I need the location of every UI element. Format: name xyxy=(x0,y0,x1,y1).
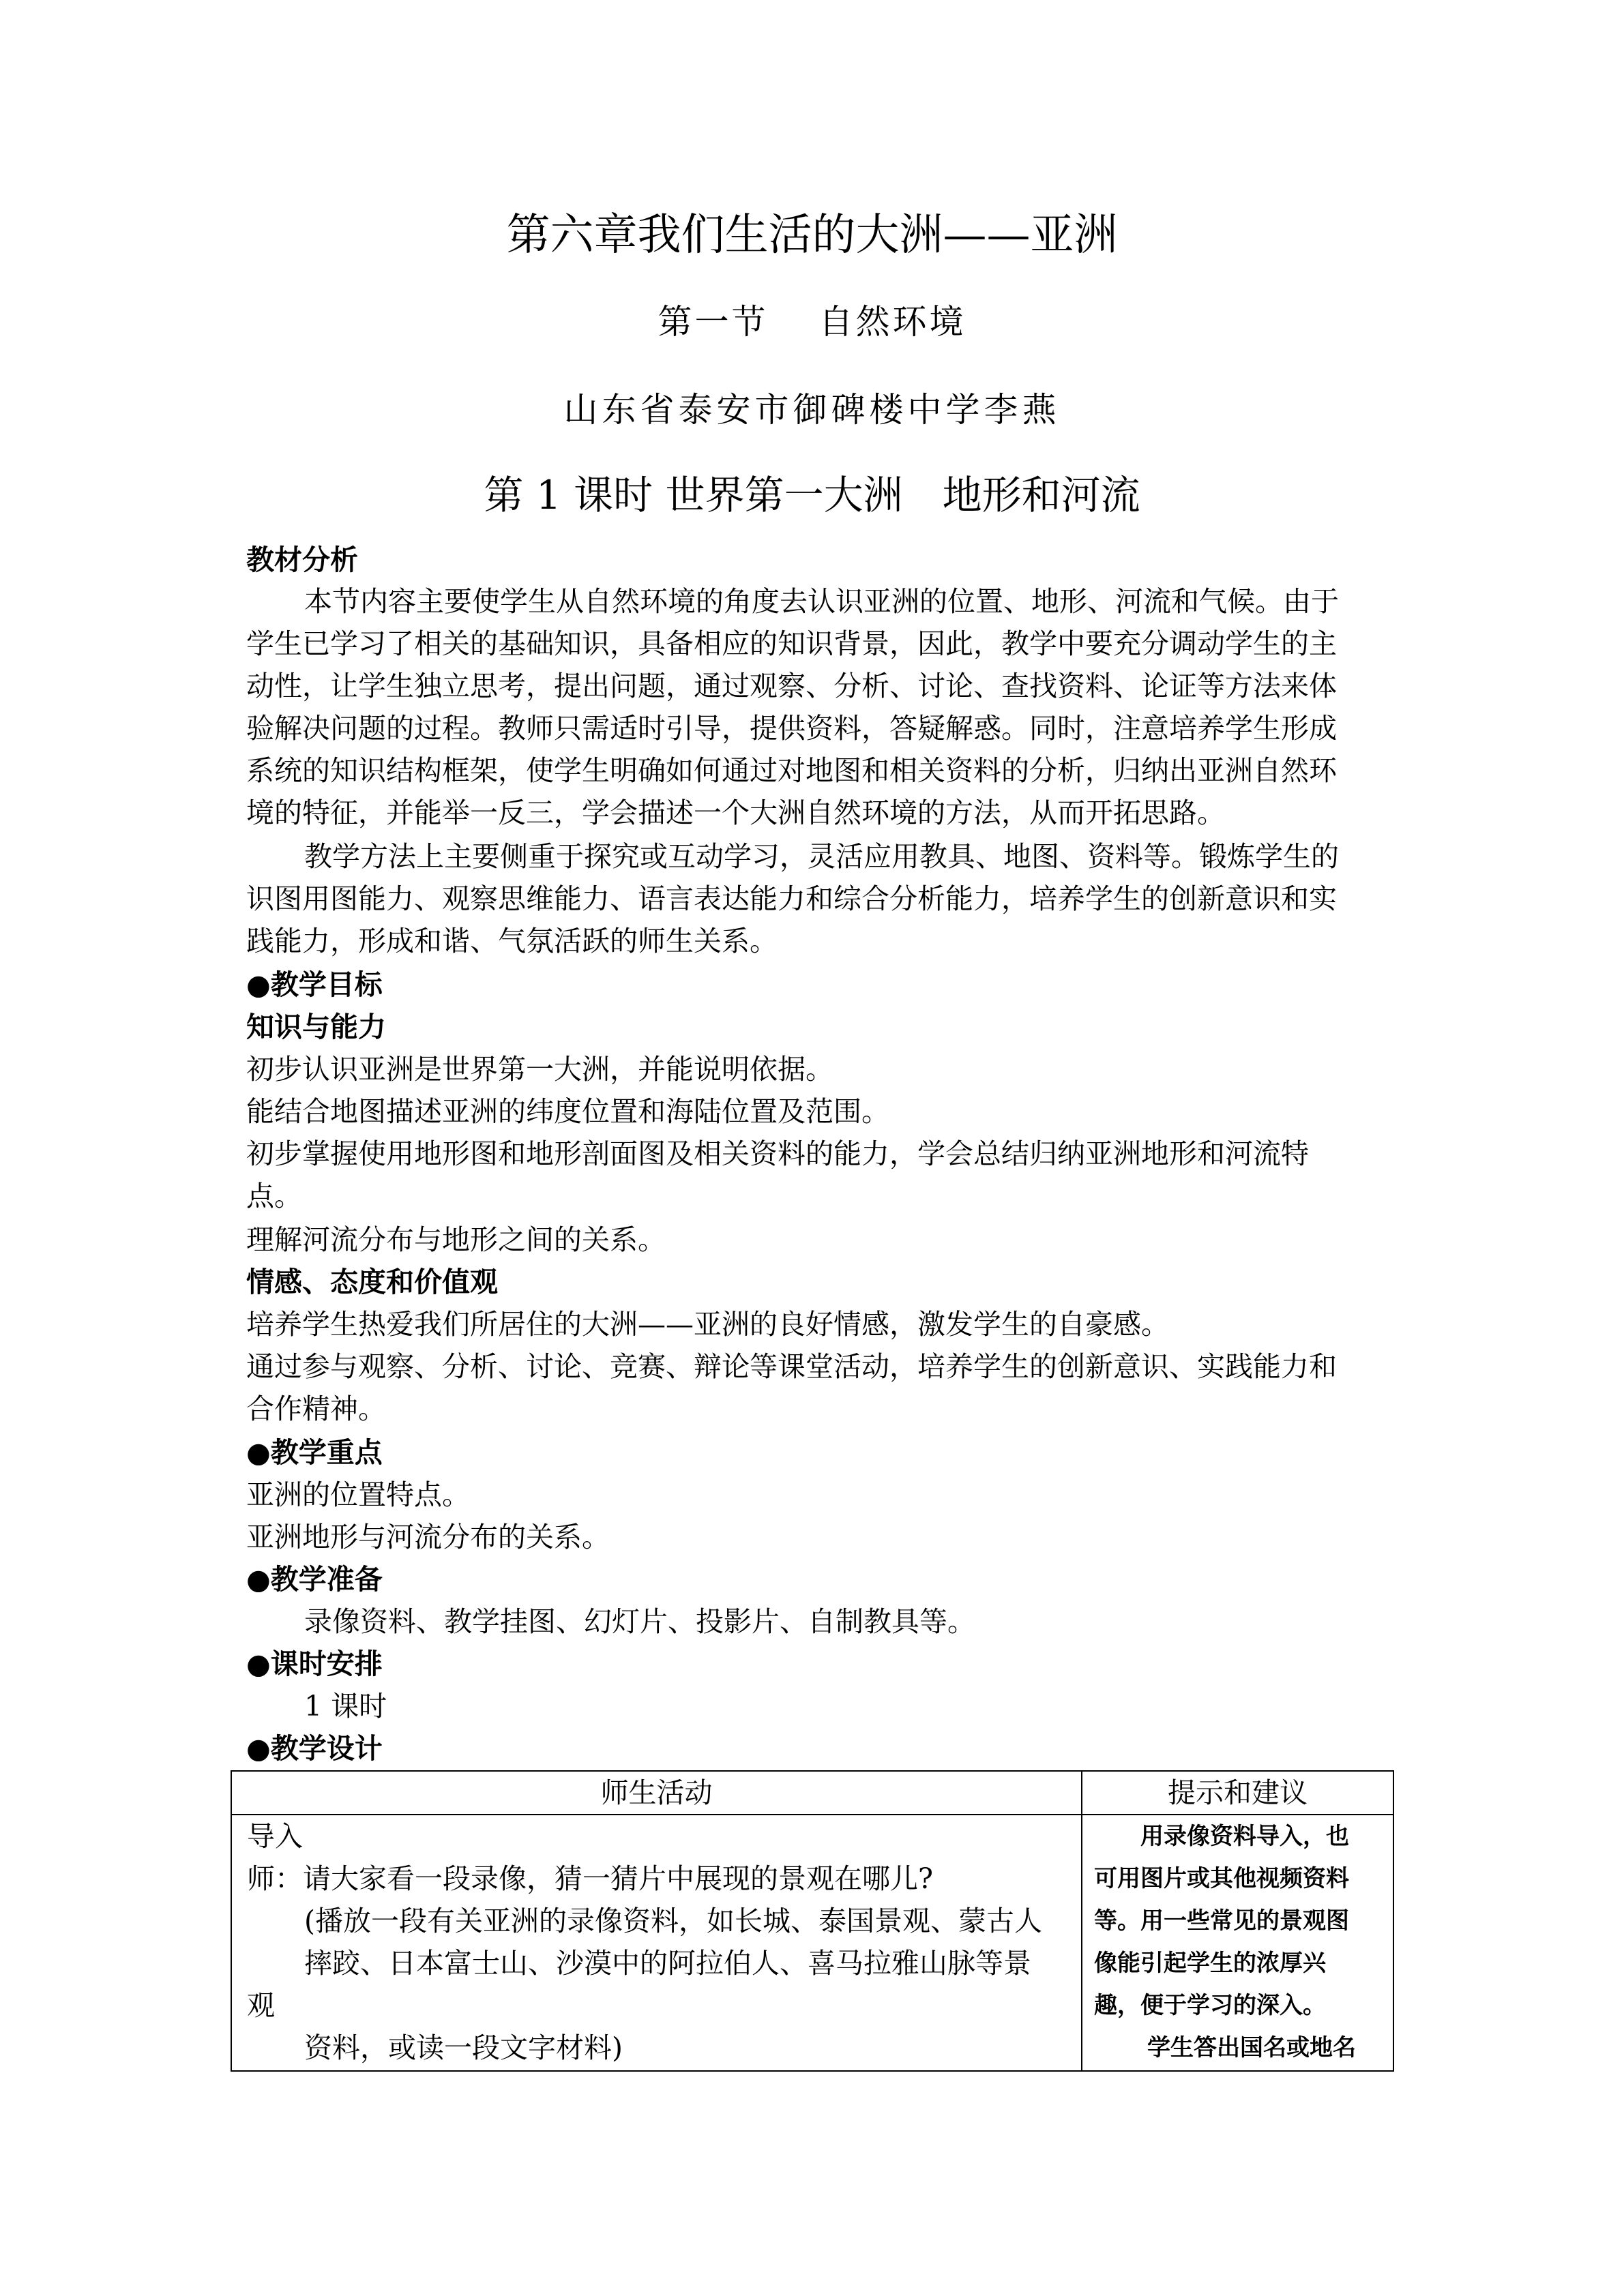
analysis-para2-line: 践能力，形成和谐、气氛活跃的师生关系。 xyxy=(246,925,778,957)
goals-heading: ●教学目标 xyxy=(246,968,383,1001)
preparation-heading: ●教学准备 xyxy=(246,1563,383,1596)
preparation-text: 录像资料、教学挂图、幻灯片、投影片、自制教具等。 xyxy=(304,1605,975,1638)
lesson-title: 第 1 课时 世界第一大洲 地形和河流 xyxy=(484,472,1140,518)
section-title: 第一节 自然环境 xyxy=(658,302,966,342)
author-line: 山东省泰安市御碑楼中学李燕 xyxy=(563,390,1061,430)
activity-line: 导入 xyxy=(247,1820,303,1853)
emotion-line: 培养学生热爱我们所居住的大洲——亚洲的良好情感，激发学生的自豪感。 xyxy=(246,1308,1169,1341)
chapter-title: 第六章我们生活的大洲——亚洲 xyxy=(506,210,1118,260)
table-column-divider xyxy=(1081,1772,1082,2070)
analysis-para1-line: 境的特征，并能举一反三，学会描述一个大洲自然环境的方法，从而开拓思路。 xyxy=(246,796,1225,829)
activity-line: (播放一段有关亚洲的录像资料，如长城、泰国景观、蒙古人 xyxy=(304,1905,1042,1937)
knowledge-line: 理解河流分布与地形之间的关系。 xyxy=(246,1223,666,1256)
key-point-line: 亚洲的位置特点。 xyxy=(246,1478,470,1511)
analysis-heading: 教材分析 xyxy=(246,543,358,576)
analysis-para2-line: 识图用图能力、观察思维能力、语言表达能力和综合分析能力，培养学生的创新意识和实 xyxy=(246,882,1337,915)
tip-line: 像能引起学生的浓厚兴 xyxy=(1094,1950,1326,1977)
analysis-para1-line: 系统的知识结构框架，使学生明确如何通过对地图和相关资料的分析，归纳出亚洲自然环 xyxy=(246,754,1337,787)
key-point-line: 亚洲地形与河流分布的关系。 xyxy=(246,1521,610,1553)
analysis-para1-line: 动性，让学生独立思考，提出问题，通过观察、分析、讨论、查找资料、论证等方法来体 xyxy=(246,670,1337,702)
design-heading: ●教学设计 xyxy=(246,1732,383,1765)
knowledge-heading: 知识与能力 xyxy=(246,1011,386,1043)
tip-line: 学生答出国名或地名 xyxy=(1147,2034,1356,2061)
emotion-line: 合作精神。 xyxy=(246,1392,386,1425)
analysis-para2-line: 教学方法上主要侧重于探究或互动学习，灵活应用教具、地图、资料等。锻炼学生的 xyxy=(304,840,1339,873)
activity-line: 师：请大家看一段录像，猜一猜片中展现的景观在哪儿? xyxy=(247,1862,933,1895)
emotion-line: 通过参与观察、分析、讨论、竞赛、辩论等课堂活动，培养学生的创新意识、实践能力和 xyxy=(246,1350,1337,1383)
tip-line: 等。用一些常见的景观图 xyxy=(1094,1907,1349,1935)
design-table xyxy=(231,1770,1394,2072)
knowledge-line: 初步认识亚洲是世界第一大洲，并能说明依据。 xyxy=(246,1053,833,1086)
analysis-para1-line: 验解决问题的过程。教师只需适时引导，提供资料，答疑解惑。同时，注意培养学生形成 xyxy=(246,712,1337,745)
activity-line: 资料，或读一段文字材料) xyxy=(304,2031,623,2064)
tip-line: 可用图片或其他视频资料 xyxy=(1094,1865,1349,1892)
table-header-tips: 提示和建议 xyxy=(1168,1776,1308,1809)
tip-line: 趣，便于学习的深入。 xyxy=(1094,1992,1326,2019)
analysis-para1-line: 学生已学习了相关的基础知识，具备相应的知识背景，因此，教学中要充分调动学生的主 xyxy=(246,627,1337,660)
tip-line: 用录像资料导入，也 xyxy=(1140,1823,1349,1850)
emotion-heading: 情感、态度和价值观 xyxy=(246,1266,498,1298)
key-points-heading: ●教学重点 xyxy=(246,1436,383,1469)
knowledge-line: 能结合地图描述亚洲的纬度位置和海陆位置及范围。 xyxy=(246,1095,889,1128)
knowledge-line: 点。 xyxy=(246,1180,302,1212)
analysis-para1-line: 本节内容主要使学生从自然环境的角度去认识亚洲的位置、地形、河流和气候。由于 xyxy=(304,585,1339,618)
schedule-text: 1 课时 xyxy=(304,1690,387,1723)
schedule-heading: ●课时安排 xyxy=(246,1648,383,1680)
activity-line: 摔跤、日本富士山、沙漠中的阿拉伯人、喜马拉雅山脉等景 xyxy=(304,1947,1031,1980)
activity-line: 观 xyxy=(247,1989,275,2022)
knowledge-line: 初步掌握使用地形图和地形剖面图及相关资料的能力，学会总结归纳亚洲地形和河流特 xyxy=(246,1137,1309,1170)
table-header-activities: 师生活动 xyxy=(600,1776,713,1809)
